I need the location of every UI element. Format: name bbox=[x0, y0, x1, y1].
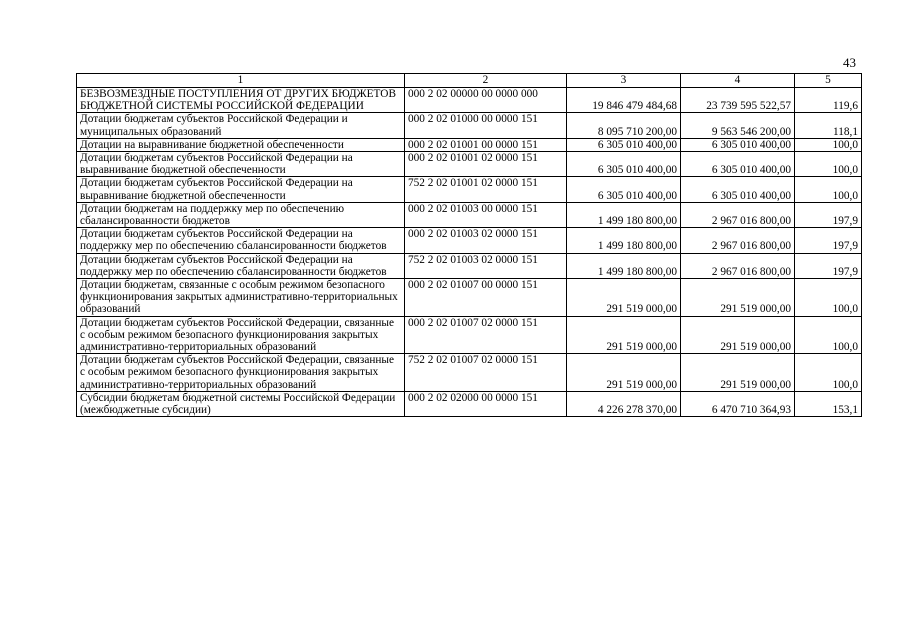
row-code: 000 2 02 00000 00 0000 000 bbox=[405, 88, 567, 113]
column-header-2: 2 bbox=[405, 74, 567, 88]
column-header-4: 4 bbox=[681, 74, 795, 88]
row-value-3: 1 499 180 800,00 bbox=[567, 228, 681, 253]
row-value-4: 291 519 000,00 bbox=[681, 316, 795, 354]
row-percent: 119,6 bbox=[795, 88, 862, 113]
budget-revenue-table bbox=[76, 73, 862, 417]
row-percent: 197,9 bbox=[795, 253, 862, 278]
row-name: Дотации бюджетам субъектов Российской Федерации и муниципальных образований bbox=[77, 113, 405, 138]
table-row bbox=[77, 391, 862, 416]
row-value-3: 4 226 278 370,00 bbox=[567, 391, 681, 416]
row-code: 000 2 02 01000 00 0000 151 bbox=[405, 113, 567, 138]
row-percent: 153,1 bbox=[795, 391, 862, 416]
row-percent: 100,0 bbox=[795, 316, 862, 354]
row-value-3: 1 499 180 800,00 bbox=[567, 253, 681, 278]
table-row bbox=[77, 202, 862, 227]
row-name: Дотации бюджетам субъектов Российской Федерации на выравнивание бюджетной обеспеченности bbox=[77, 177, 405, 202]
row-value-3: 1 499 180 800,00 bbox=[567, 202, 681, 227]
table-row bbox=[77, 177, 862, 202]
page-number: 43 bbox=[843, 55, 856, 70]
table-row bbox=[77, 253, 862, 278]
table-header-row bbox=[77, 74, 862, 88]
table-row bbox=[77, 138, 862, 151]
row-code: 000 2 02 01003 00 0000 151 bbox=[405, 202, 567, 227]
row-value-4: 291 519 000,00 bbox=[681, 279, 795, 317]
row-value-4: 2 967 016 800,00 bbox=[681, 228, 795, 253]
row-value-3: 6 305 010 400,00 bbox=[567, 177, 681, 202]
row-value-4: 291 519 000,00 bbox=[681, 354, 795, 392]
table-row bbox=[77, 279, 862, 317]
row-value-3: 291 519 000,00 bbox=[567, 279, 681, 317]
table-row bbox=[77, 354, 862, 392]
column-header-3: 3 bbox=[567, 74, 681, 88]
table-row bbox=[77, 152, 862, 177]
column-header-5: 5 bbox=[795, 74, 862, 88]
table-row bbox=[77, 88, 862, 113]
row-value-3: 291 519 000,00 bbox=[567, 354, 681, 392]
table-row bbox=[77, 113, 862, 138]
table-row bbox=[77, 228, 862, 253]
row-name: Дотации на выравнивание бюджетной обеспеченности bbox=[77, 138, 405, 151]
row-code: 000 2 02 01003 02 0000 151 bbox=[405, 228, 567, 253]
row-name: БЕЗВОЗМЕЗДНЫЕ ПОСТУПЛЕНИЯ ОТ ДРУГИХ БЮДЖЕТОВ БЮДЖЕТНОЙ СИСТЕМЫ РОССИЙСКОЙ ФЕДЕРАЦИИ bbox=[77, 88, 405, 113]
row-name: Дотации бюджетам субъектов Российской Федерации на поддержку мер по обеспечению сбалансированности бюджетов bbox=[77, 253, 405, 278]
row-code: 000 2 02 01007 00 0000 151 bbox=[405, 279, 567, 317]
row-name: Дотации бюджетам субъектов Российской Федерации, связанные с особым режимом безопасного функционирования закрытых административно-территориальных образований bbox=[77, 354, 405, 392]
table-row bbox=[77, 316, 862, 354]
row-percent: 100,0 bbox=[795, 177, 862, 202]
row-percent: 118,1 bbox=[795, 113, 862, 138]
row-value-3: 6 305 010 400,00 bbox=[567, 152, 681, 177]
row-value-4: 6 470 710 364,93 bbox=[681, 391, 795, 416]
row-percent: 197,9 bbox=[795, 202, 862, 227]
row-value-4: 2 967 016 800,00 bbox=[681, 202, 795, 227]
row-value-4: 6 305 010 400,00 bbox=[681, 138, 795, 151]
row-name: Субсидии бюджетам бюджетной системы Российской Федерации (межбюджетные субсидии) bbox=[77, 391, 405, 416]
row-value-4: 9 563 546 200,00 bbox=[681, 113, 795, 138]
row-name: Дотации бюджетам на поддержку мер по обеспечению сбалансированности бюджетов bbox=[77, 202, 405, 227]
row-percent: 100,0 bbox=[795, 138, 862, 151]
row-value-3: 19 846 479 484,68 bbox=[567, 88, 681, 113]
row-name: Дотации бюджетам, связанные с особым режимом безопасного функционирования закрытых административно-территориальных образований bbox=[77, 279, 405, 317]
row-code: 000 2 02 01001 00 0000 151 bbox=[405, 138, 567, 151]
row-name: Дотации бюджетам субъектов Российской Федерации на поддержку мер по обеспечению сбалансированности бюджетов bbox=[77, 228, 405, 253]
row-value-4: 6 305 010 400,00 bbox=[681, 177, 795, 202]
row-name: Дотации бюджетам субъектов Российской Федерации, связанные с особым режимом безопасного функционирования закрытых административно-территориальных образований bbox=[77, 316, 405, 354]
row-code: 000 2 02 01001 02 0000 151 bbox=[405, 152, 567, 177]
row-percent: 197,9 bbox=[795, 228, 862, 253]
row-code: 752 2 02 01001 02 0000 151 bbox=[405, 177, 567, 202]
row-percent: 100,0 bbox=[795, 354, 862, 392]
row-value-4: 23 739 595 522,57 bbox=[681, 88, 795, 113]
row-value-3: 6 305 010 400,00 bbox=[567, 138, 681, 151]
row-value-4: 6 305 010 400,00 bbox=[681, 152, 795, 177]
row-percent: 100,0 bbox=[795, 152, 862, 177]
row-percent: 100,0 bbox=[795, 279, 862, 317]
row-value-3: 291 519 000,00 bbox=[567, 316, 681, 354]
column-header-1: 1 bbox=[77, 74, 405, 88]
row-code: 000 2 02 02000 00 0000 151 bbox=[405, 391, 567, 416]
row-value-4: 2 967 016 800,00 bbox=[681, 253, 795, 278]
row-name: Дотации бюджетам субъектов Российской Федерации на выравнивание бюджетной обеспеченности bbox=[77, 152, 405, 177]
row-code: 000 2 02 01007 02 0000 151 bbox=[405, 316, 567, 354]
row-value-3: 8 095 710 200,00 bbox=[567, 113, 681, 138]
row-code: 752 2 02 01007 02 0000 151 bbox=[405, 354, 567, 392]
row-code: 752 2 02 01003 02 0000 151 bbox=[405, 253, 567, 278]
